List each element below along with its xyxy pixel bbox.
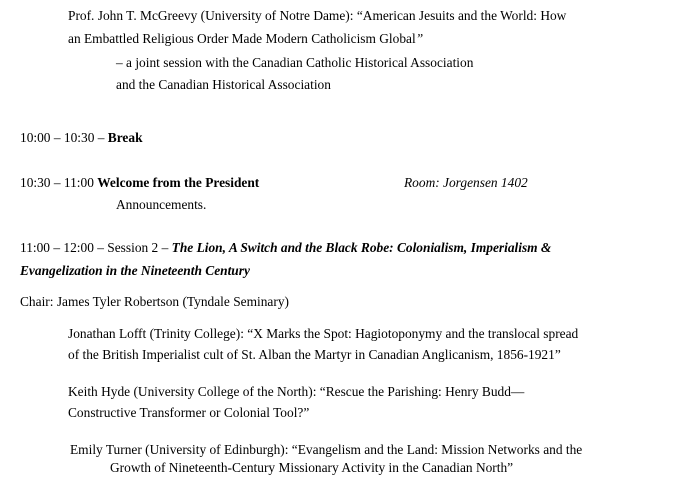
session1-joint-line1: – a joint session with the Canadian Catholic Historical Association <box>116 55 474 70</box>
session1-paper-line1 <box>68 8 566 24</box>
welcome-announcements: Announcements. <box>116 197 207 212</box>
welcome-room: Room: Jorgensen 1402 <box>404 175 528 190</box>
welcome-title: Welcome from the President <box>97 175 260 190</box>
session2-chair: Chair: James Tyler Robertson (Tyndale Seminary) <box>20 294 289 309</box>
paper-lofft-line2: of the British Imperialist cult of St. Alban the Martyr in Canadian Anglicanism, 1856-1921” <box>68 347 561 362</box>
break-row <box>20 130 143 146</box>
session2-heading-line1 <box>20 240 551 256</box>
paper-turner-line2: Growth of Nineteenth-Century Missionary Activity in the Canadian North” <box>110 460 514 475</box>
session2-time: 11:00 – 12:00 – Session 2 – <box>20 240 172 255</box>
session2-title-part2: Evangelization in the Nineteenth Century <box>20 263 250 278</box>
welcome-row <box>20 175 259 191</box>
session2-title-part1: The Lion, A Switch and the Black Robe: Colonialism, Imperialism & <box>171 240 552 255</box>
session1-title-close-quote: ” <box>415 31 424 46</box>
session1-speaker: Prof. John T. McGreevy (University of Notre Dame): <box>68 8 357 23</box>
paper-turner-line1: Emily Turner (University of Edinburgh): “Evangelism and the Land: Mission Networks and the <box>70 442 583 457</box>
paper-lofft-line1: Jonathan Lofft (Trinity College): “X Marks the Spot: Hagiotoponymy and the translocal spread <box>68 326 579 341</box>
session1-joint-line2: and the Canadian Historical Association <box>116 77 331 92</box>
paper-hyde-line1: Keith Hyde (University College of the North): “Rescue the Parishing: Henry Budd— <box>68 384 525 399</box>
welcome-time: 10:30 – 11:00 <box>20 175 98 190</box>
session1-paper-line2 <box>68 31 423 47</box>
break-time: 10:00 – 10:30 – <box>20 130 108 145</box>
session1-title-part2: an Embattled Religious Order Made Modern Catholicism Global <box>68 31 416 46</box>
break-label: Break <box>107 130 143 145</box>
session1-title-part1: “American Jesuits and the World: How <box>356 8 567 23</box>
paper-hyde-line2: Constructive Transformer or Colonial Tool?” <box>68 405 310 420</box>
